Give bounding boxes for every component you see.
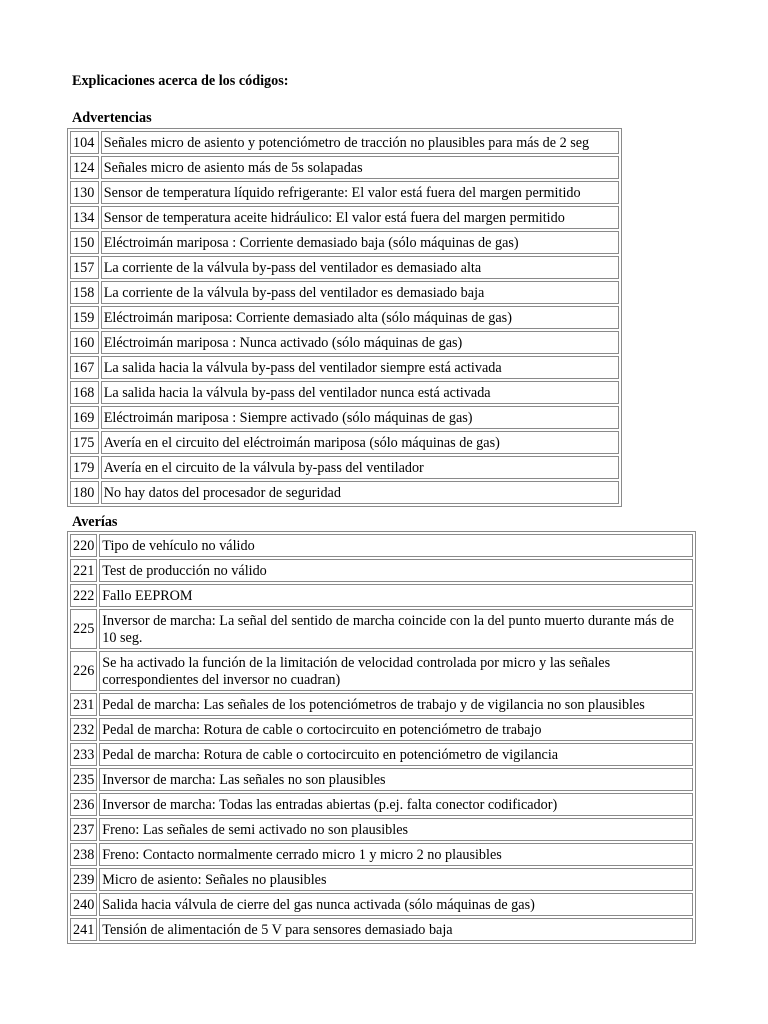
- table-row: [70, 406, 619, 429]
- page-heading: Explicaciones acerca de los códigos:: [72, 73, 289, 89]
- description-cell: Inversor de marcha: Todas las entradas abiertas (p.ej. falta conector codificador): [99, 793, 693, 816]
- code-cell: 160: [70, 331, 99, 354]
- code-cell: 231: [70, 693, 97, 716]
- table-row: [70, 431, 619, 454]
- faults-table: [67, 531, 696, 944]
- code-cell: 233: [70, 743, 97, 766]
- description-cell: Eléctroimán mariposa: Corriente demasiado alta (sólo máquinas de gas): [101, 306, 619, 329]
- code-cell: 232: [70, 718, 97, 741]
- code-cell: 104: [70, 131, 99, 154]
- table-row: [70, 768, 693, 791]
- table-row: [70, 206, 619, 229]
- code-cell: 222: [70, 584, 97, 607]
- table-row: [70, 918, 693, 941]
- code-cell: 237: [70, 818, 97, 841]
- code-cell: 167: [70, 356, 99, 379]
- description-cell: Sensor de temperatura aceite hidráulico: El valor está fuera del margen permitido: [101, 206, 619, 229]
- faults-section-title: Averías: [72, 514, 118, 530]
- code-cell: 239: [70, 868, 97, 891]
- table-row: [70, 281, 619, 304]
- description-cell: Avería en el circuito de la válvula by-pass del ventilador: [101, 456, 619, 479]
- table-row: [70, 181, 619, 204]
- code-cell: 159: [70, 306, 99, 329]
- table-row: [70, 559, 693, 582]
- code-cell: 134: [70, 206, 99, 229]
- description-cell: Eléctroimán mariposa : Nunca activado (sólo máquinas de gas): [101, 331, 619, 354]
- code-cell: 226: [70, 651, 97, 691]
- description-cell: Pedal de marcha: Las señales de los potenciómetros de trabajo y de vigilancia no son plausibles: [99, 693, 693, 716]
- code-cell: 124: [70, 156, 99, 179]
- description-cell: Inversor de marcha: Las señales no son plausibles: [99, 768, 693, 791]
- code-cell: 158: [70, 281, 99, 304]
- table-row: [70, 818, 693, 841]
- warnings-section-title: Advertencias: [72, 110, 152, 126]
- description-cell: Tensión de alimentación de 5 V para sensores demasiado baja: [99, 918, 693, 941]
- table-row: [70, 534, 693, 557]
- table-row: [70, 743, 693, 766]
- description-cell: Salida hacia válvula de cierre del gas nunca activada (sólo máquinas de gas): [99, 893, 693, 916]
- table-row: [70, 609, 693, 649]
- description-cell: Inversor de marcha: La señal del sentido de marcha coincide con la del punto muerto durante más de 10 seg.: [99, 609, 693, 649]
- table-row: [70, 893, 693, 916]
- table-row: [70, 131, 619, 154]
- description-cell: Pedal de marcha: Rotura de cable o cortocircuito en potenciómetro de trabajo: [99, 718, 693, 741]
- code-cell: 180: [70, 481, 99, 504]
- description-cell: Pedal de marcha: Rotura de cable o cortocircuito en potenciómetro de vigilancia: [99, 743, 693, 766]
- code-cell: 130: [70, 181, 99, 204]
- description-cell: Tipo de vehículo no válido: [99, 534, 693, 557]
- code-cell: 238: [70, 843, 97, 866]
- table-row: [70, 718, 693, 741]
- description-cell: Eléctroimán mariposa : Siempre activado (sólo máquinas de gas): [101, 406, 619, 429]
- table-row: [70, 231, 619, 254]
- table-row: [70, 256, 619, 279]
- table-row: [70, 868, 693, 891]
- table-row: [70, 481, 619, 504]
- description-cell: La salida hacia la válvula by-pass del ventilador nunca está activada: [101, 381, 619, 404]
- table-row: [70, 331, 619, 354]
- code-cell: 169: [70, 406, 99, 429]
- code-cell: 157: [70, 256, 99, 279]
- code-cell: 150: [70, 231, 99, 254]
- warnings-table: [67, 128, 622, 507]
- description-cell: Se ha activado la función de la limitación de velocidad controlada por micro y las señales correspondientes del inversor no cuadran): [99, 651, 693, 691]
- description-cell: La corriente de la válvula by-pass del ventilador es demasiado alta: [101, 256, 619, 279]
- description-cell: La corriente de la válvula by-pass del ventilador es demasiado baja: [101, 281, 619, 304]
- description-cell: No hay datos del procesador de seguridad: [101, 481, 619, 504]
- description-cell: Señales micro de asiento más de 5s solapadas: [101, 156, 619, 179]
- code-cell: 220: [70, 534, 97, 557]
- code-cell: 168: [70, 381, 99, 404]
- description-cell: La salida hacia la válvula by-pass del ventilador siempre está activada: [101, 356, 619, 379]
- table-row: [70, 306, 619, 329]
- table-row: [70, 156, 619, 179]
- code-cell: 179: [70, 456, 99, 479]
- table-row: [70, 381, 619, 404]
- table-row: [70, 793, 693, 816]
- table-row: [70, 456, 619, 479]
- table-row: [70, 693, 693, 716]
- table-row: [70, 651, 693, 691]
- code-cell: 241: [70, 918, 97, 941]
- table-row: [70, 356, 619, 379]
- code-cell: 236: [70, 793, 97, 816]
- table-row: [70, 843, 693, 866]
- code-cell: 235: [70, 768, 97, 791]
- code-cell: 175: [70, 431, 99, 454]
- code-cell: 221: [70, 559, 97, 582]
- description-cell: Freno: Contacto normalmente cerrado micro 1 y micro 2 no plausibles: [99, 843, 693, 866]
- description-cell: Fallo EEPROM: [99, 584, 693, 607]
- table-row: [70, 584, 693, 607]
- description-cell: Eléctroimán mariposa : Corriente demasiado baja (sólo máquinas de gas): [101, 231, 619, 254]
- description-cell: Test de producción no válido: [99, 559, 693, 582]
- code-cell: 240: [70, 893, 97, 916]
- description-cell: Señales micro de asiento y potenciómetro de tracción no plausibles para más de 2 seg: [101, 131, 619, 154]
- description-cell: Avería en el circuito del eléctroimán mariposa (sólo máquinas de gas): [101, 431, 619, 454]
- description-cell: Micro de asiento: Señales no plausibles: [99, 868, 693, 891]
- description-cell: Sensor de temperatura líquido refrigerante: El valor está fuera del margen permitido: [101, 181, 619, 204]
- description-cell: Freno: Las señales de semi activado no son plausibles: [99, 818, 693, 841]
- code-cell: 225: [70, 609, 97, 649]
